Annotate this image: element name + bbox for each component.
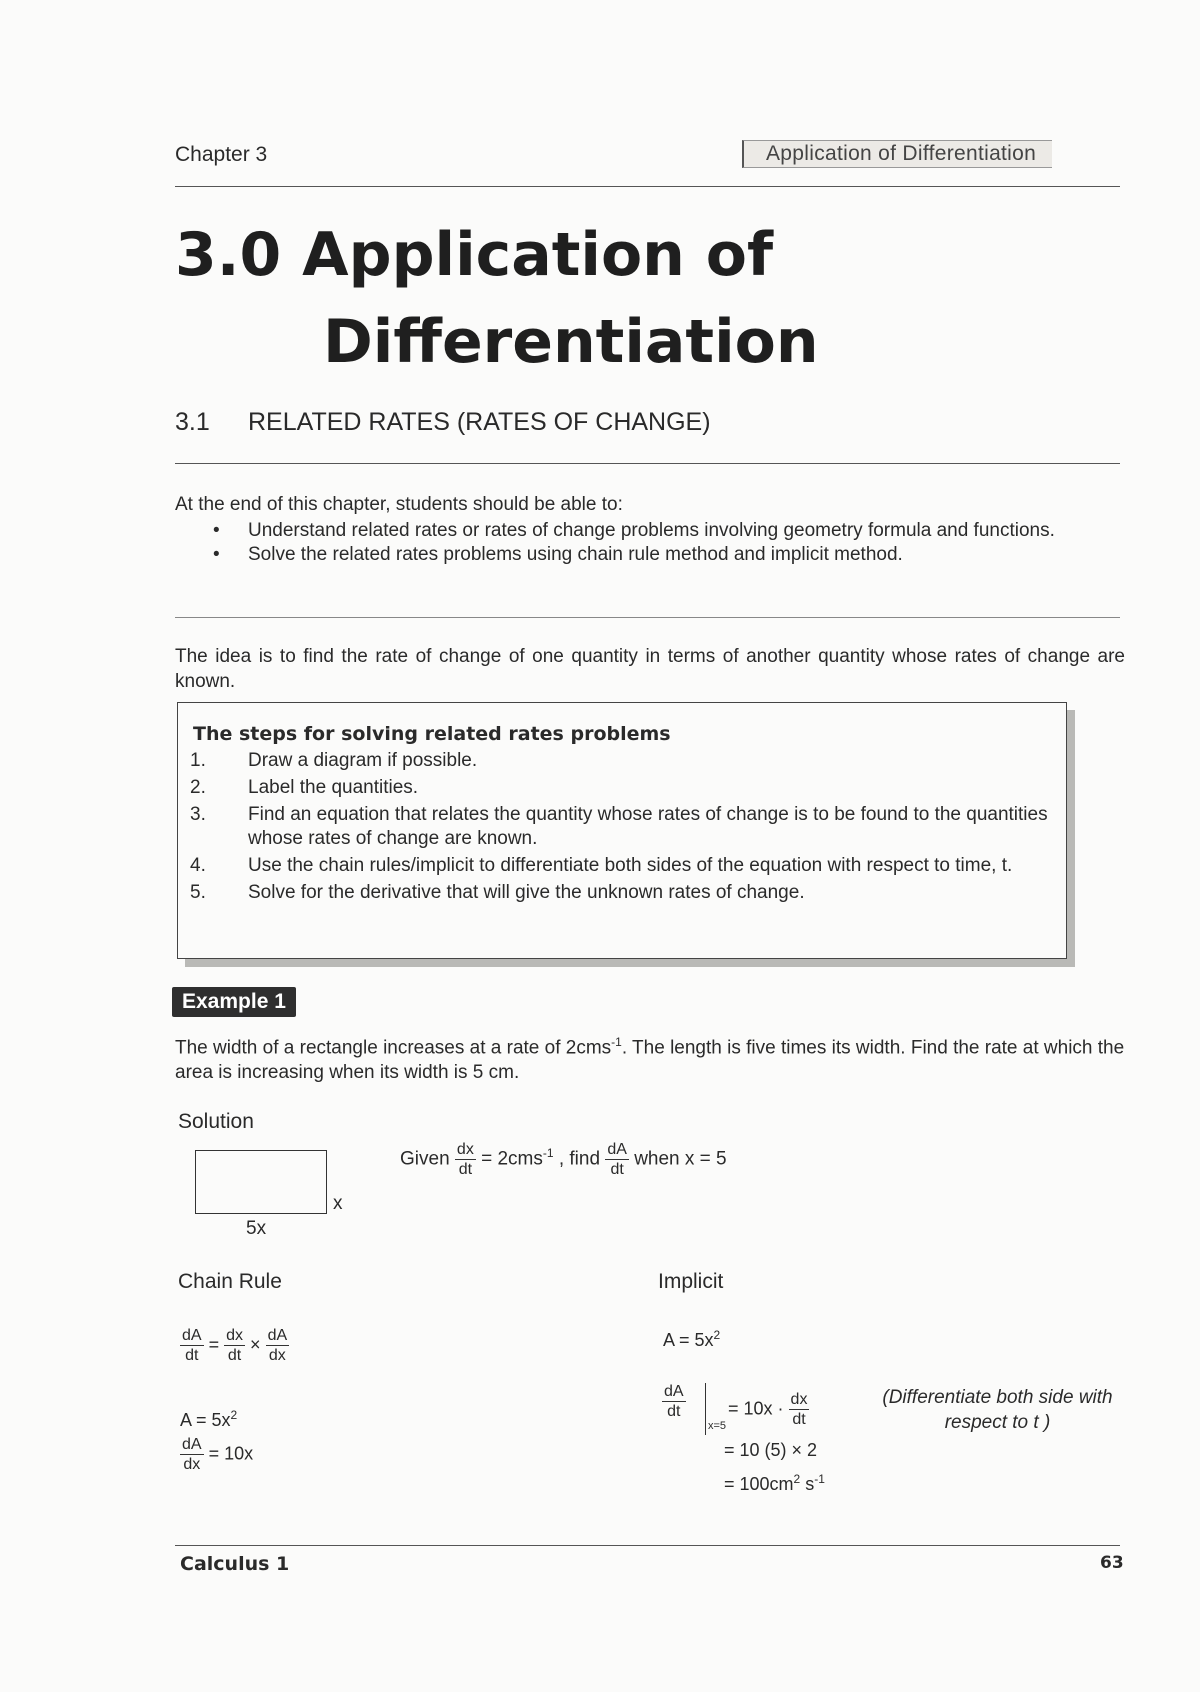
example-problem	[175, 1030, 1125, 1085]
step-text: Find an equation that relates the quantity whose rates of change is to be found to the quantities whose rates of change are known.	[248, 804, 1048, 849]
step-item	[190, 881, 1055, 905]
page-title	[175, 212, 819, 386]
section-title: RELATED RATES (RATES OF CHANGE)	[248, 408, 711, 436]
chain-rule-formula: $\frac{dA}{dt}$ = $\frac{dx}{dt}$ × $\frac{dA}{dx}$	[182, 1327, 288, 1364]
step-number: 3.	[190, 804, 206, 825]
example-exponent: -1	[611, 1035, 622, 1049]
evaluation-subscript: x=5	[708, 1420, 727, 1432]
fraction-dA-dt: $\frac{dA}{dt}$	[607, 1141, 627, 1178]
objective-item: • Solve the related rates problems using chain rule method and implicit method.	[210, 543, 1125, 567]
step-number: 5.	[190, 882, 206, 903]
step-item	[190, 776, 1055, 800]
steps-list	[190, 749, 1055, 908]
objectives-intro: At the end of this chapter, students should be able to:	[175, 494, 623, 515]
solution-label: Solution	[178, 1110, 254, 1133]
section-number: 3.1	[175, 408, 210, 436]
rectangle-length-label: 5x	[246, 1218, 267, 1239]
footer-rule	[175, 1545, 1120, 1546]
chain-derivative: $\frac{dA}{dx}$ = 10x	[182, 1436, 254, 1473]
steps-box	[177, 702, 1067, 959]
example-label: Example 1	[172, 987, 296, 1017]
title-line-2: Differentiation	[323, 307, 819, 377]
section-rule-top	[175, 463, 1120, 464]
chapter-label: Chapter 3	[175, 143, 268, 166]
implicit-note: (Differentiate both side with respect to t )	[882, 1387, 1113, 1433]
section-heading	[175, 408, 711, 437]
step-number: 1.	[190, 750, 206, 771]
implicit-step-3: = $100cm^2$ $s^{-1}$	[724, 1472, 825, 1494]
header-rule	[175, 186, 1120, 187]
title-line-1: 3.0 Application of	[175, 220, 774, 290]
evaluation-bar	[705, 1383, 706, 1435]
implicit-label: Implicit	[658, 1270, 724, 1293]
example-text-after: . The length is five times its width. Find the rate at which the area is increasing when its width is 5 cm.	[175, 1037, 1125, 1084]
rectangle-width-label: x	[333, 1193, 343, 1214]
chapter-badge: Application of Differentiation	[742, 140, 1052, 168]
given-rate: = 2cms	[481, 1148, 543, 1170]
chain-rule-label: Chain Rule	[178, 1270, 282, 1293]
intro-paragraph: The idea is to find the rate of change of one quantity in terms of another quantity whose rates of change are known.	[175, 646, 1125, 692]
step-text: Solve for the derivative that will give the unknown rates of change.	[248, 882, 805, 903]
given-statement	[400, 1140, 727, 1179]
step-number: 2.	[190, 777, 206, 798]
step-text: Use the chain rules/implicit to differentiate both sides of the equation with respect to time, t.	[248, 855, 1013, 876]
footer-book-title: Calculus 1	[180, 1553, 290, 1575]
example-text-before: The width of a rectangle increases at a rate of 2cms	[175, 1037, 612, 1059]
rectangle-diagram	[195, 1150, 327, 1214]
implicit-step-1: = 10x · $\frac{dx}{dt}$	[728, 1391, 808, 1428]
step-item	[190, 749, 1055, 773]
step-item	[190, 803, 1055, 851]
implicit-step-2: = 10 (5) × 2	[724, 1440, 818, 1460]
implicit-derivative-lhs: $\frac{dA}{dt}$	[664, 1383, 684, 1420]
step-text: Draw a diagram if possible.	[248, 750, 478, 771]
step-item	[190, 854, 1055, 878]
fraction-dx-dt: $\frac{dx}{dt}$	[456, 1141, 474, 1178]
given-rate-exponent: -1	[542, 1146, 554, 1161]
step-text: Label the quantities.	[248, 777, 419, 798]
steps-title: The steps for solving related rates problems	[193, 723, 671, 745]
chain-area-formula: $A = 5x^2$	[180, 1408, 238, 1430]
objectives-list	[210, 519, 1125, 567]
given-when: when x = 5	[634, 1148, 727, 1170]
step-number: 4.	[190, 855, 206, 876]
given-word: Given	[400, 1148, 450, 1170]
objective-item: • Understand related rates or rates of change problems involving geometry formula and functions.	[210, 519, 1125, 543]
page-number: 63	[1100, 1553, 1124, 1573]
given-find: , find	[558, 1148, 601, 1170]
objectives-rule	[175, 617, 1120, 618]
implicit-area-formula: $A = 5x^2$	[663, 1328, 721, 1350]
